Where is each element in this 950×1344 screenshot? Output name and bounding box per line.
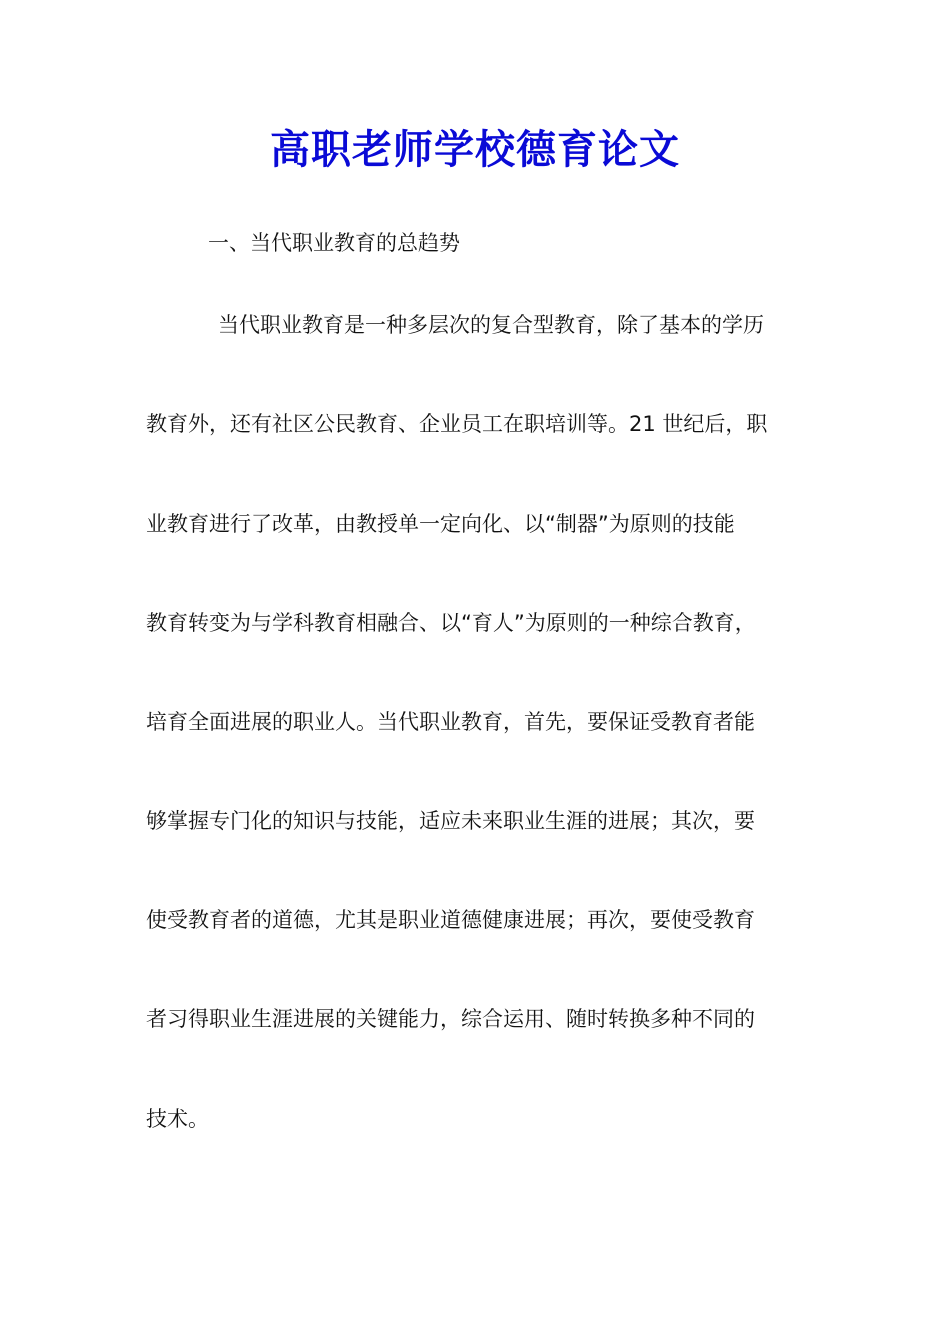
- paragraph-line: 使受教育者的道德，尤其是职业道德健康进展；再次，要使受教育: [146, 908, 755, 932]
- paragraph-line: 业教育进行了改革，由教授单一定向化、以“制器”为原则的技能: [146, 512, 735, 536]
- paragraph-line: 教育转变为与学科教育相融合、以“育人”为原则的一种综合教育，: [146, 611, 756, 635]
- paragraph-line: 技术。: [146, 1107, 209, 1131]
- paragraph-line: 培育全面进展的职业人。当代职业教育，首先，要保证受教育者能: [146, 710, 755, 734]
- paragraph-line: 者习得职业生涯进展的关键能力，综合运用、随时转换多种不同的: [146, 1007, 755, 1031]
- document-title: 高职老师学校德育论文: [270, 126, 680, 173]
- paragraph-line: 教育外，还有社区公民教育、企业员工在职培训等。21 世纪后，职: [146, 412, 768, 436]
- section-heading: 一、当代职业教育的总趋势: [208, 231, 460, 255]
- paragraph-line: 当代职业教育是一种多层次的复合型教育，除了基本的学历: [218, 313, 764, 337]
- paragraph-line: 够掌握专门化的知识与技能，适应未来职业生涯的进展；其次，要: [146, 809, 755, 833]
